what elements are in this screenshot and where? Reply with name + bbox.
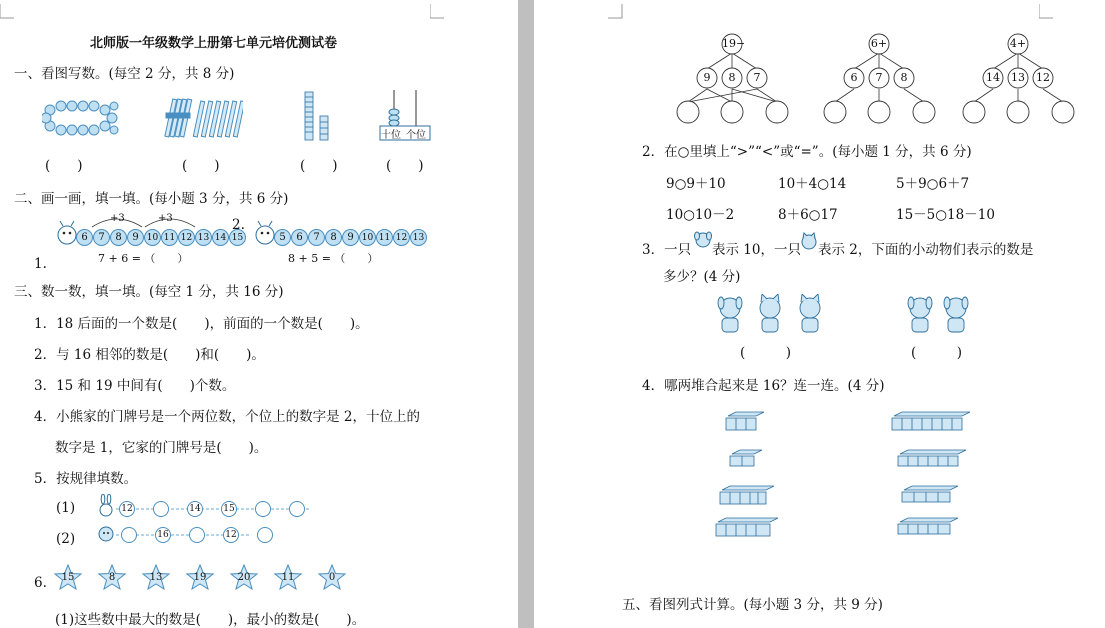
exam-title: 北师版一年级数学上册第七单元培优测试卷 <box>90 36 338 51</box>
bead: 12 <box>178 229 195 246</box>
star-number: 20 <box>237 571 251 583</box>
star-card <box>274 564 302 590</box>
question-text: 数字是 1，它家的门牌号是( )。 <box>55 440 268 456</box>
bead: 11 <box>161 229 178 246</box>
bead: 5 <box>274 229 291 246</box>
ones-place-label: 个位 <box>406 130 426 141</box>
block-pile-icon <box>714 516 778 538</box>
tree-top-label: 19− <box>722 37 746 50</box>
compare-item: 8＋6○17 <box>778 207 838 223</box>
bead: 7 <box>308 229 325 246</box>
equation-1: 7 + 6 = （ ） <box>98 252 189 265</box>
question-text: 表示 10，一只 <box>712 242 801 258</box>
pattern-circle[interactable] <box>289 501 305 517</box>
block-pile-icon <box>728 448 762 468</box>
bead: 15 <box>229 229 246 246</box>
section-1-heading: 一、看图写数。(每空 2 分，共 8 分) <box>14 66 235 82</box>
star-number: 13 <box>149 571 163 583</box>
caterpillar-2 <box>274 229 427 246</box>
tree-mid-label: 13 <box>1011 71 1025 84</box>
question-heading: 2．在○里填上“>”“<”或“=”。(每小题 1 分，共 6 分) <box>642 144 972 160</box>
compare-item: 10＋4○14 <box>778 176 847 192</box>
star-number: 0 <box>328 571 336 583</box>
question-text: 2．与 16 相邻的数是( )和( )。 <box>34 347 265 363</box>
dog-icon <box>694 230 712 250</box>
pattern-circle[interactable] <box>257 527 273 543</box>
bead-ring-icon <box>42 100 122 140</box>
cube-rods-icon <box>303 90 333 142</box>
star-number: 19 <box>193 571 207 583</box>
bead: 8 <box>325 229 342 246</box>
plus-label: +3 <box>158 213 173 224</box>
answer-blank[interactable]: ( ) <box>45 158 83 174</box>
star-row <box>54 564 346 590</box>
star-card <box>54 564 82 590</box>
equation-2: 8 + 5 = （ ） <box>288 252 379 265</box>
pattern-circle[interactable]: 12 <box>119 501 135 517</box>
question-text: 5．按规律填数。 <box>34 471 138 487</box>
pattern-circle[interactable] <box>255 501 271 517</box>
answer-blank[interactable]: ( ) <box>740 345 792 361</box>
block-pile-icon <box>724 410 764 432</box>
answer-blank[interactable]: ( ) <box>386 158 424 174</box>
star-number: 8 <box>108 571 116 583</box>
question-text: 1．18 后面的一个数是( )，前面的一个数是( )。 <box>34 316 369 332</box>
bead: 10 <box>144 229 161 246</box>
tree-mid-label: 6 <box>850 71 858 84</box>
pattern-row-1 <box>119 501 305 517</box>
section-3-heading: 三、数一数，填一填。(每空 1 分，共 16 分) <box>14 284 284 300</box>
crop-mark-icon <box>1039 4 1057 22</box>
pattern-circle[interactable] <box>153 501 169 517</box>
jump-arrows-icon <box>90 213 200 229</box>
caterpillar-head-icon <box>56 220 78 246</box>
block-pile-icon <box>718 484 774 506</box>
crop-mark-icon <box>430 4 448 22</box>
pattern-label: (1) <box>56 500 76 516</box>
bead: 13 <box>410 229 427 246</box>
question-text: 3．一只 <box>642 242 692 258</box>
rabbit-icon <box>96 494 116 518</box>
pattern-label: (2) <box>56 531 76 547</box>
pattern-circle[interactable]: 14 <box>187 501 203 517</box>
answer-blank[interactable]: ( ) <box>182 158 220 174</box>
question-text: 4．小熊家的门牌号是一个两位数，个位上的数字是 2，十位上的 <box>34 409 420 425</box>
bead: 6 <box>76 229 93 246</box>
bead: 11 <box>376 229 393 246</box>
tree-mid-label: 12 <box>1036 71 1050 84</box>
star-number: 11 <box>281 571 295 583</box>
section-5-heading: 五、看图列式计算。(每小题 3 分，共 9 分) <box>622 597 883 613</box>
bead: 12 <box>393 229 410 246</box>
pattern-row-2 <box>121 527 273 543</box>
tree-mid-label: 8 <box>728 71 736 84</box>
tree-mid-label: 8 <box>900 71 908 84</box>
answer-blank[interactable]: ( ) <box>300 158 338 174</box>
tree-mid-label: 7 <box>753 71 761 84</box>
pattern-circle[interactable]: 15 <box>221 501 237 517</box>
block-pile-icon <box>896 516 958 536</box>
question-heading: 4．哪两堆合起来是 16？连一连。(4 分) <box>642 378 885 394</box>
crop-mark-icon <box>606 4 624 22</box>
block-pile-icon <box>896 448 966 468</box>
tree-mid-label: 9 <box>703 71 711 84</box>
right-page <box>534 0 1105 628</box>
star-card <box>142 564 170 590</box>
tree-mid-label: 14 <box>986 71 1000 84</box>
compare-item: 15－5○18－10 <box>896 207 995 223</box>
left-page <box>0 0 518 628</box>
bead: 14 <box>212 229 229 246</box>
sticks-bundle-icon <box>163 95 243 143</box>
section-2-heading: 二、画一画，填一填。(每小题 3 分，共 6 分) <box>14 191 289 207</box>
star-card <box>186 564 214 590</box>
compare-item: 9○9＋10 <box>666 176 726 192</box>
plus-label: +3 <box>110 213 125 224</box>
animal-group-icon <box>714 294 834 336</box>
question-text: 3．15 和 19 中间有( )个数。 <box>34 378 236 394</box>
tens-place-label: 十位 <box>381 130 401 141</box>
question-text: 表示 2，下面的小动物们表示的数是 <box>818 242 1034 258</box>
star-card <box>230 564 258 590</box>
tree-top-label: 6+ <box>870 37 888 50</box>
compare-item: 10○10－2 <box>666 207 735 223</box>
answer-blank[interactable]: ( ) <box>911 345 963 361</box>
bead: 9 <box>127 229 144 246</box>
compare-item: 5＋9○6＋7 <box>896 176 970 192</box>
bead: 13 <box>195 229 212 246</box>
cat-icon <box>800 232 818 250</box>
crop-mark-icon <box>0 4 18 22</box>
tree-top-label: 4+ <box>1009 37 1027 50</box>
animal-group-icon <box>904 294 984 336</box>
pattern-circle[interactable] <box>189 527 205 543</box>
star-card <box>98 564 126 590</box>
question-number: 1. <box>34 256 47 272</box>
abacus-icon <box>376 88 434 144</box>
bead: 10 <box>359 229 376 246</box>
pattern-circle[interactable] <box>121 527 137 543</box>
bead: 7 <box>93 229 110 246</box>
pattern-circle[interactable]: 16 <box>155 527 171 543</box>
block-pile-icon <box>890 410 970 432</box>
block-pile-icon <box>900 484 958 504</box>
bead: 8 <box>110 229 127 246</box>
bead: 9 <box>342 229 359 246</box>
question-number: 2. <box>232 217 245 233</box>
question-number: 6. <box>34 575 47 591</box>
caterpillar-1 <box>76 229 246 246</box>
bead: 6 <box>291 229 308 246</box>
star-number: 15 <box>61 571 75 583</box>
caterpillar-head-icon <box>254 220 276 246</box>
question-text: 多少？(4 分) <box>663 269 741 285</box>
star-card <box>318 564 346 590</box>
question-text: (1)这些数中最大的数是( )，最小的数是( )。 <box>55 612 366 628</box>
hedgehog-icon <box>96 524 116 544</box>
pattern-circle[interactable]: 12 <box>223 527 239 543</box>
tree-mid-label: 7 <box>875 71 883 84</box>
